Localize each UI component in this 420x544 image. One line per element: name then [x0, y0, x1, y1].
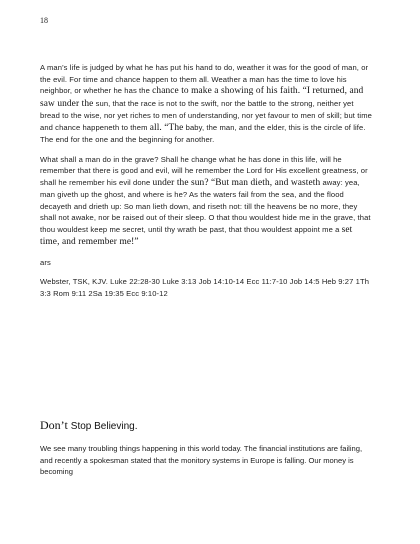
heading-first-word: Don’t — [40, 418, 68, 432]
paragraph-life-judged — [40, 62, 372, 146]
quote-text: all. “The — [149, 122, 184, 133]
scripture-references: Webster, TSK, KJV. Luke 22:28-30 Luke 3:13 Job 14:10-14 Ecc 11:7-10 Job 14:5 Heb 9:27 1Th 3:3 Rom 9:11 2Sa 19:35 Ecc 9:10-12 — [40, 277, 370, 298]
paragraph-text: away: yea, man giveth up the ghost, and where is he? As the waters fail from the sea, and the flood decayeth and drieth up: So man lieth down, and riseth not: till the heavens be no more, they shall not awake, nor be raised out of their sleep. O that thou wouldest hide me in the grave, that thou wouldest keep me secret, until thy wrath be past, that thou wouldest appoint me a — [40, 177, 371, 234]
paragraph-text: A man’s life is judged by what he has put his hand to do, weather it was for the good of man, or the evil. For time and chance happen to them all. Weather a man has the time to love his neighbor, or whether he has the — [40, 63, 369, 95]
section-heading — [40, 418, 372, 433]
paragraph-grave — [40, 154, 372, 249]
quote-text: set time, and remember me!” — [40, 224, 353, 247]
paragraph-text: What shall a man do in the grave? Shall he change what he has done in this life, will he remember that there is good and evil, will he remember the Lord for His excellent greatness, or shall he remember his evil done — [40, 154, 368, 187]
quote-text: under the sun? “But man dieth, and wasteth — [152, 177, 321, 188]
quote-text: chance to make a showing of his faith. “I returned, and saw under the — [40, 86, 364, 109]
document-body — [40, 62, 372, 307]
document-body-continued — [40, 443, 372, 478]
paragraph-text: sun, that the race is not to the swift, nor the battle to the strong, neither yet bread to the wise, nor yet riches to men of understanding, nor yet favour to men of skill; but time and chance happeneth to them — [40, 98, 372, 132]
paragraph-text: baby, the man, and the elder, this is the circle of life. The end for the one and the beginning for another. — [40, 122, 366, 144]
paragraph-troubling-things: We see many troubling things happening in this world today. The financial institutions are failing, and recently a spokesman stated that the monitory systems in Europe is falling. Our money is becoming — [40, 444, 363, 476]
author-initials: ars — [40, 257, 51, 267]
page-number: 18 — [40, 16, 48, 25]
heading-rest: Stop Believing. — [70, 421, 138, 432]
